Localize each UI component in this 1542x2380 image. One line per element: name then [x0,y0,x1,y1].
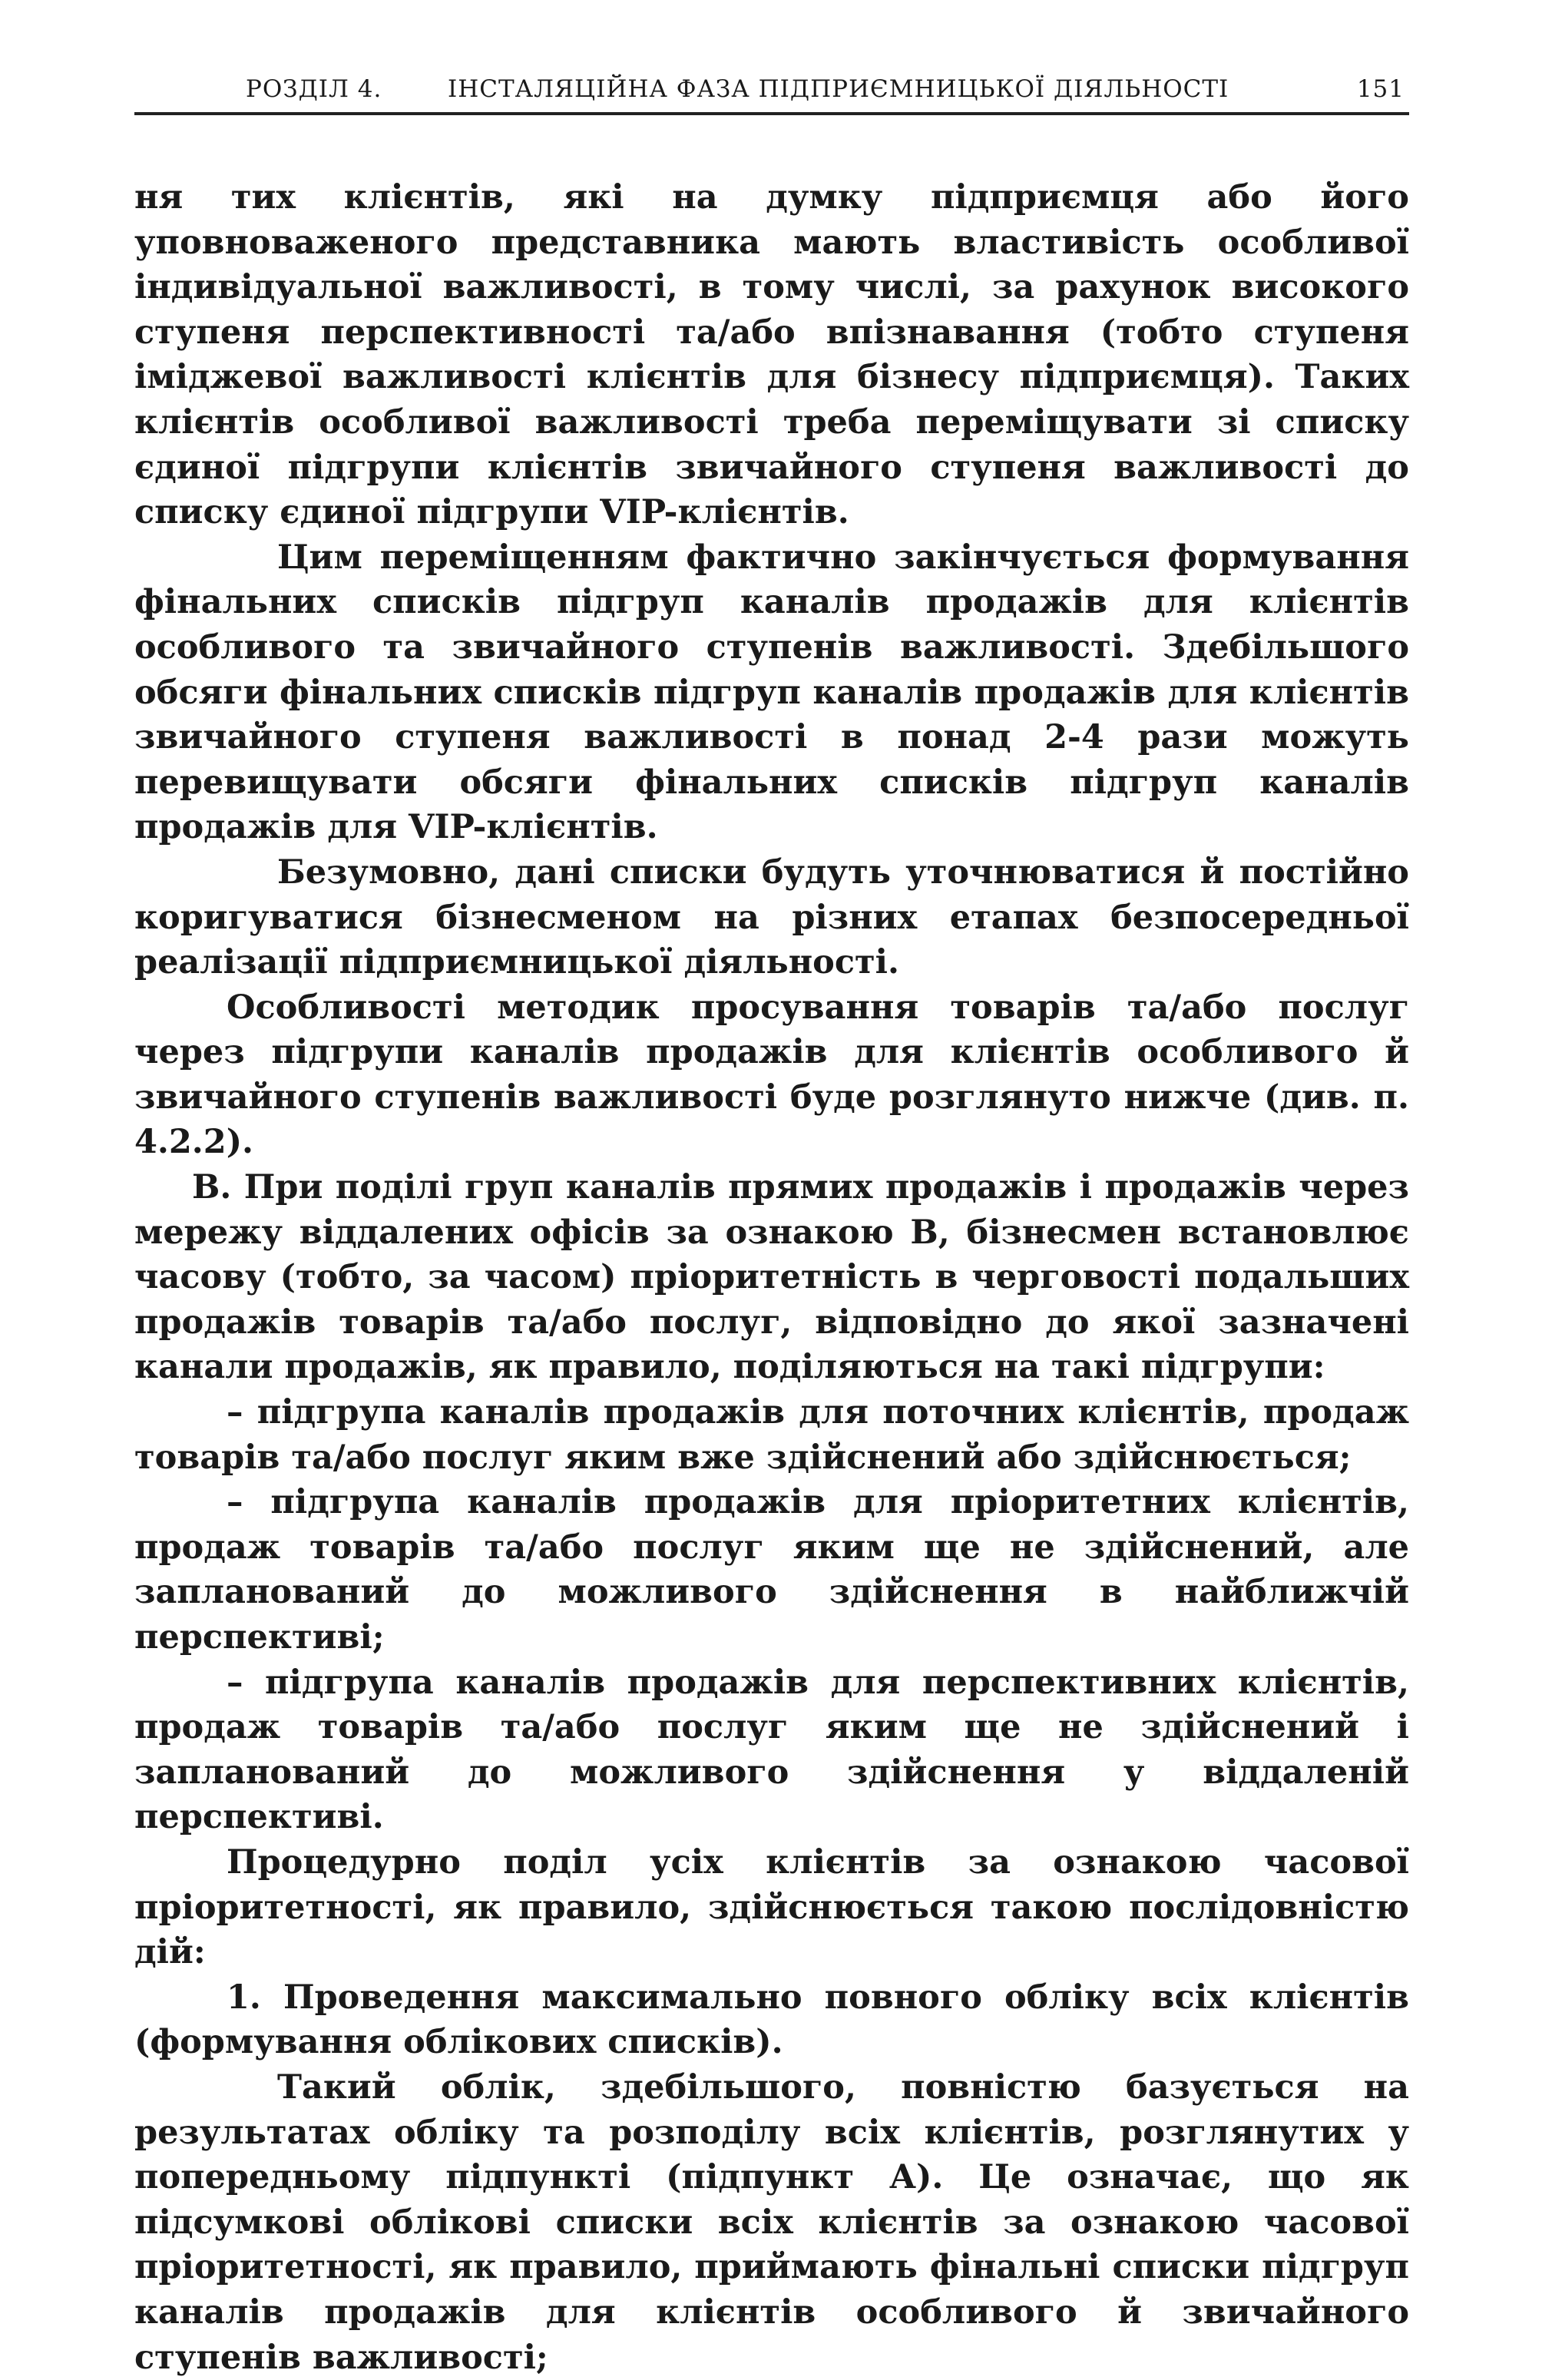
list-item-priority-clients: – підгрупа каналів продажів для пріоритетних клієнтів, продаж товарів та/або послуг яким ще не здійснений, але запланований до можливого здійснення в найближчій перспективі; [134,1483,1409,1657]
list-item-current-clients: – підгрупа каналів продажів для поточних клієнтів, продаж товарів та/або послуг яким вже здійснений або здійснюється; [134,1393,1409,1477]
header-chapter-title: ІНСТАЛЯЦІЙНА ФАЗА ПІДПРИЄМНИЦЬКОЇ ДІЯЛЬНОСТІ [448,75,1229,103]
header-section-label: РОЗДІЛ 4. [246,75,382,103]
paragraph-accounting: Такий облік, здебільшого, повністю базується на результатах обліку та розподілу всіх клієнтів, розглянутих у попередньому підпункті (підпункт А). Це означає, що як підсумкові облікові списки всіх клієнтів за ознакою часової пріоритетності, як правило, приймають фінальні списки підгруп каналів продажів для клієнтів особливого й звичайного ступенів важливості; [134,2067,1409,2377]
page-number: 151 [1356,75,1405,103]
paragraph-final-lists: Цим переміщенням фактично закінчується формування фінальних списків підгруп каналів продажів для клієнтів особливого та звичайного ступенів важливості. Здебільшого обсяги фінальних списків підгруп каналів продажів для клієнтів звичайного ступеня важливості в понад 2-4 рази можуть перевищувати обсяги фінальних списків підгруп каналів продажів для VIP-клієнтів. [134,538,1409,847]
page-header [134,71,1409,115]
list-item-step-1: 1. Проведення максимально повного обліку всіх клієнтів (формування облікових списків). [134,1978,1409,2062]
paragraph-criterion-b: В. При поділі груп каналів прямих продажів і продажів через мережу віддалених офісів за ознакою В, бізнесмен встановлює часову (тобто, за часом) пріоритетність в черговості подальших продажів товарів та/або послуг, відповідно до якої зазначені канали продажів, як правило, поділяються на такі підгрупи: [134,1168,1409,1387]
list-item-prospective-clients: – підгрупа каналів продажів для перспективних клієнтів, продаж товарів та/або послуг яким ще не здійснений і запланований до можливого здійснення у віддаленій перспективі. [134,1663,1409,1837]
paragraph-promotion-methods: Особливості методик просування товарів та/або послуг через підгрупи каналів продажів для клієнтів особливого й звичайного ступенів важливості буде розглянуто нижче (див. п. 4.2.2). [134,988,1409,1162]
body-text [134,175,1409,2380]
paragraph-lists-refinement: Безумовно, дані списки будуть уточнюватися й постійно коригуватися бізнесменом на різних етапах безпосередньої реалізації підприємницької діяльності. [134,852,1409,982]
paragraph-procedure: Процедурно поділ усіх клієнтів за ознакою часової пріоритетності, як правило, здійснюється такою послідовністю дій: [134,1842,1409,1972]
paragraph-vip-clients: ня тих клієнтів, які на думку підприємця або його уповноваженого представника мають властивість особливої індивідуальної важливості, в тому числі, за рахунок високого ступеня перспективності та/або впізнавання (тобто ступеня іміджевої важливості клієнтів для бізнесу підприємця). Таких клієнтів особливої важливості треба переміщувати зі списку єдиної підгрупи клієнтів звичайного ступеня важливості до списку єдиної підгрупи VIP-клієнтів. [134,178,1409,532]
